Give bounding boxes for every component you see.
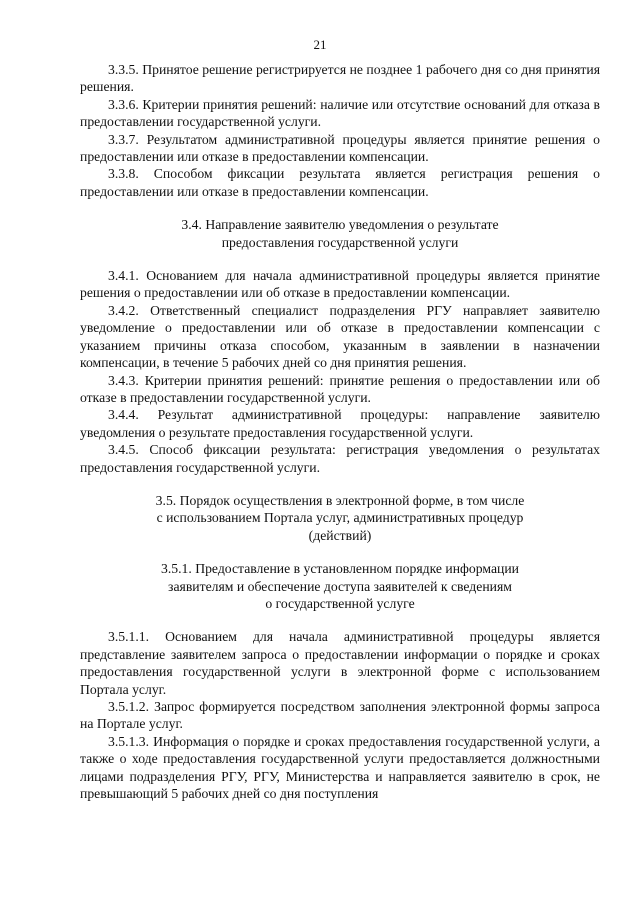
heading-line: с использованием Портала услуг, административных процедур [156, 510, 524, 526]
paragraph-3-4-2: 3.4.2. Ответственный специалист подразделения РГУ направляет заявителю уведомление о предоставлении или об отказе в предоставлении компенсации с указанием причины отказа способом, указанным в заявлении в назначении компенсации, в течение 5 рабочих дней со дня принятия решения. [80, 302, 600, 371]
heading-line: 3.4. Направление заявителю уведомления о результате [181, 217, 499, 233]
heading-line: 3.5. Порядок осуществления в электронной форме, в том числе [155, 492, 525, 508]
paragraph-3-5-1-3: 3.5.1.3. Информация о порядке и сроках предоставления государственной услуги, а также о ходе предоставления государственной услуги предоставляется должностными лицами подразделения РГУ, РГУ, Министерства и направляется заявителю в срок, не превышающий 5 рабочих дней со дня поступления [80, 733, 600, 802]
heading-line: (действий) [308, 527, 372, 543]
paragraph-3-3-8: 3.3.8. Способом фиксации результата является регистрация решения о предоставлении или отказе в предоставлении компенсации. [80, 166, 600, 199]
section-heading-3-5-1 [80, 560, 600, 612]
heading-line: заявителям и обеспечение доступа заявителей к сведениям [168, 578, 512, 594]
paragraph-3-3-5: 3.3.5. Принятое решение регистрируется не позднее 1 рабочего дня со дня принятия решения. [80, 62, 600, 95]
paragraph-3-4-3: 3.4.3. Критерии принятия решений: принятие решения о предоставлении или об отказе в предоставлении государственной услуги. [80, 372, 600, 405]
paragraph-3-5-1-2: 3.5.1.2. Запрос формируется посредством заполнения электронной формы запроса на Портале услуг. [80, 699, 600, 732]
heading-line: о государственной услуге [265, 595, 415, 611]
heading-line: предоставления государственной услуги [221, 234, 459, 250]
document-body [80, 61, 600, 802]
section-heading-3-5 [80, 492, 600, 544]
paragraph-3-3-7: 3.3.7. Результатом административной процедуры является принятие решения о предоставлении или отказе в предоставлении компенсации. [80, 131, 600, 165]
paragraph-3-4-5: 3.4.5. Способ фиксации результата: регистрация уведомления о результатах предоставления государственной услуги. [80, 442, 600, 475]
paragraph-3-4-4: 3.4.4. Результат административной процедуры: направление заявителю уведомления о результате предоставления государственной услуги. [80, 407, 600, 440]
paragraph-3-3-6: 3.3.6. Критерии принятия решений: наличие или отсутствие оснований для отказа в предоставлении государственной услуги. [80, 96, 600, 130]
paragraph-3-4-1: 3.4.1. Основанием для начала административной процедуры является принятие решения о предоставлении или об отказе в предоставлении компенсации. [80, 268, 600, 301]
heading-line: 3.5.1. Предоставление в установленном порядке информации [160, 561, 520, 577]
section-heading-3-4 [80, 216, 600, 251]
paragraph-3-5-1-1: 3.5.1.1. Основанием для начала административной процедуры является представление заявителем запроса о предоставлении информации о порядке и сроках предоставления государственной услуги в электронной форме с использованием Портала услуг. [80, 629, 600, 697]
page-number: 21 [313, 37, 327, 52]
